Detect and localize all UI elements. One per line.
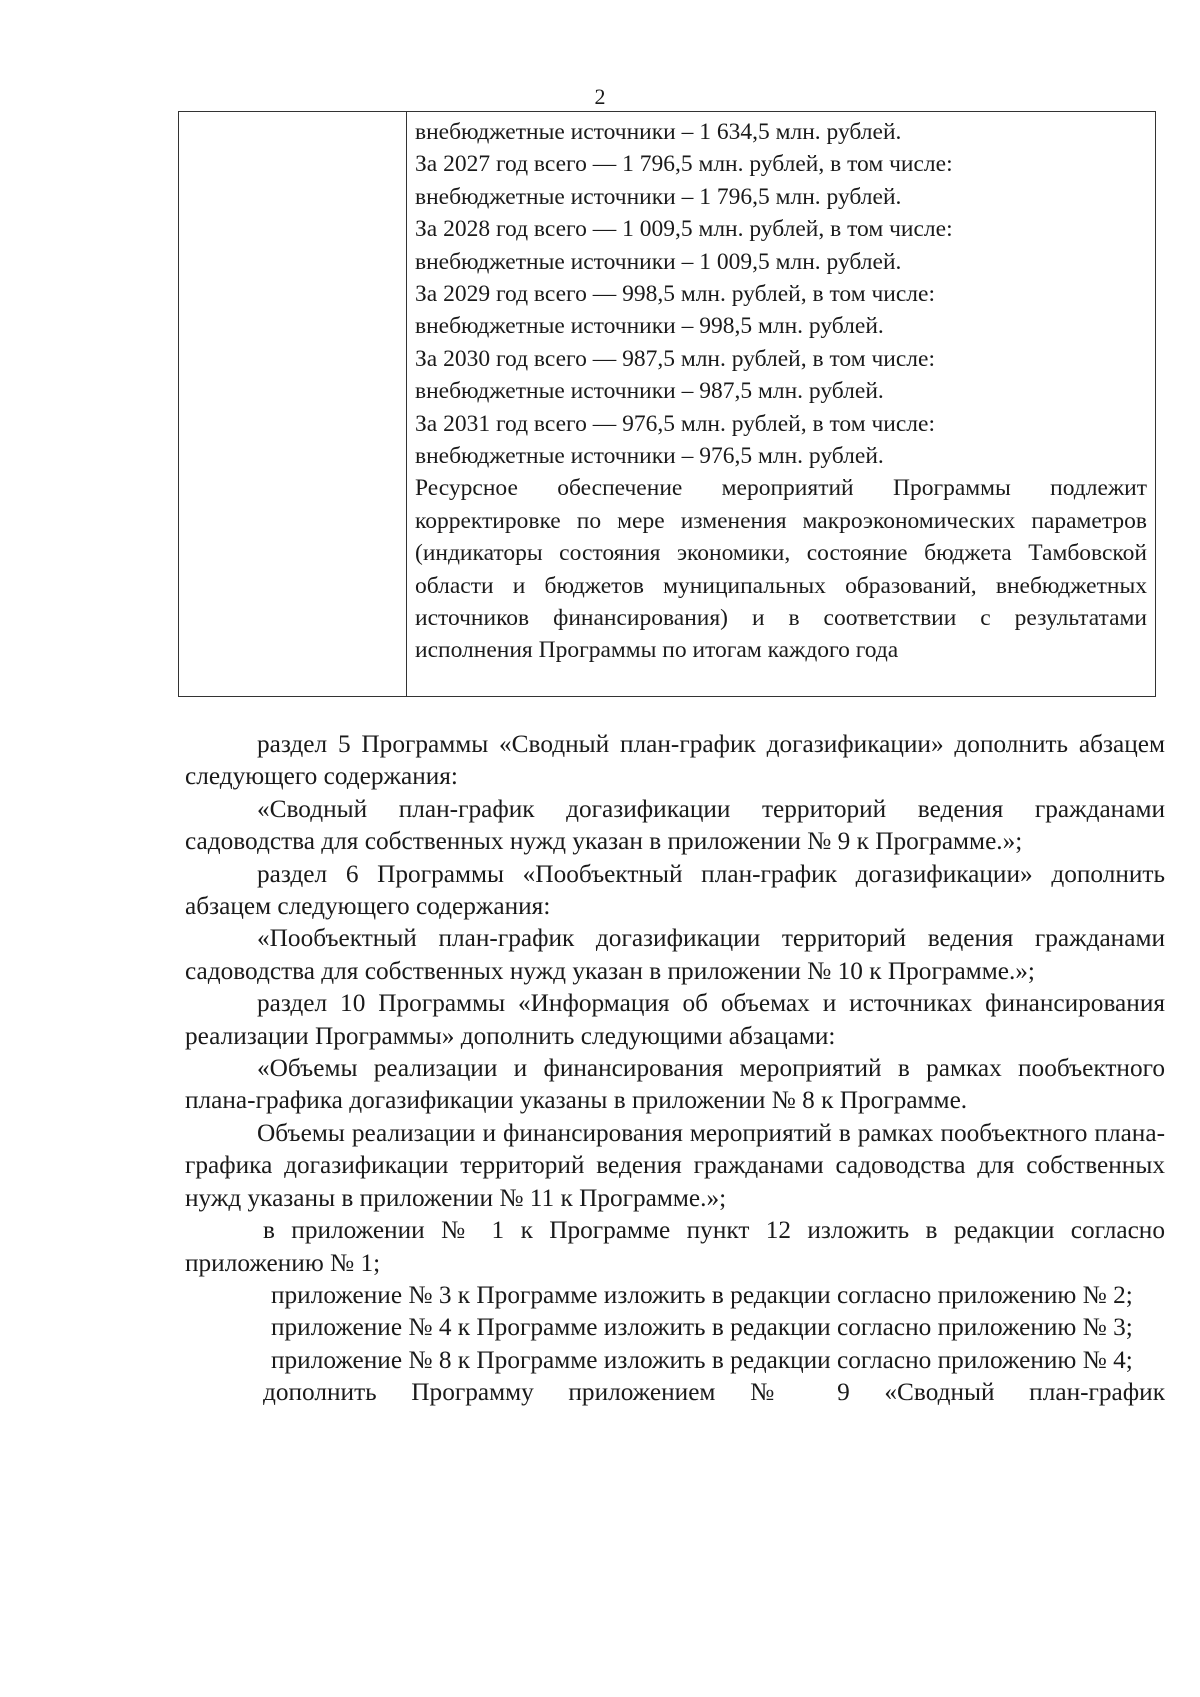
paragraph: «Пообъектный план-график догазификации территорий ведения гражданами садоводства для собственных нужд указан в приложении № 10 к Программе.»;: [185, 924, 1165, 985]
paragraph: Объемы реализации и финансирования мероприятий в рамках пообъектного плана-графика догазификации территорий ведения гражданами садоводства для собственных нужд указаны в приложении № 11 к Программе.»;: [185, 1118, 1165, 1212]
table-line: За 2029 год всего — 998,5 млн. рублей, в том числе:: [415, 280, 935, 307]
paragraph: раздел 10 Программы «Информация об объемах и источниках финансирования реализации Программы» дополнить следующими абзацами:: [185, 989, 1165, 1050]
table-line: За 2030 год всего — 987,5 млн. рублей, в том числе:: [415, 345, 935, 372]
table-line: внебюджетные источники – 1 009,5 млн. рублей.: [415, 248, 902, 275]
table-line: За 2028 год всего — 1 009,5 млн. рублей, в том числе:: [415, 216, 953, 243]
table-line: внебюджетные источники – 1 796,5 млн. рублей.: [415, 183, 902, 210]
paragraph: в приложении № 1 к Программе пункт 12 изложить в редакции согласно приложению № 1;: [185, 1216, 1165, 1277]
paragraph: приложение № 8 к Программе изложить в редакции согласно приложению № 4;: [271, 1345, 1133, 1374]
paragraph: «Сводный план-график догазификации территорий ведения гражданами садоводства для собственных нужд указан в приложении № 9 к Программе.»;: [185, 794, 1165, 856]
page-number: 2: [594, 84, 606, 109]
table-left-cell: [179, 112, 407, 696]
financing-table: [178, 111, 1156, 697]
table-line: внебюджетные источники – 976,5 млн. рублей.: [415, 442, 884, 469]
resource-paragraph: Ресурсное обеспечение мероприятий Программы подлежит корректировке по мере изменения макроэкономических параметров (индикаторы состояния экономики, состояние бюджета Тамбовской области и бюджетов муниципальных образований, внебюджетных источников финансирования) и в соответствии с результатами исполнения Программы по итогам каждого года: [415, 475, 1147, 664]
document-body: [185, 728, 1165, 1409]
table-right-cell: [415, 116, 1147, 667]
paragraph: приложение № 4 к Программе изложить в редакции согласно приложению № 3;: [271, 1313, 1133, 1342]
paragraph: «Объемы реализации и финансирования мероприятий в рамках пообъектного плана-графика догазификации указаны в приложении № 8 к Программе.: [185, 1054, 1165, 1115]
table-line: внебюджетные источники – 1 634,5 млн. рублей.: [415, 119, 902, 145]
paragraph: раздел 5 Программы «Сводный план-график догазификации» дополнить абзацем следующего содержания:: [185, 730, 1165, 791]
table-line: За 2027 год всего — 1 796,5 млн. рублей, в том числе:: [415, 151, 953, 178]
table-line: внебюджетные источники – 998,5 млн. рублей.: [415, 313, 884, 340]
paragraph: раздел 6 Программы «Пообъектный план-график догазификации» дополнить абзацем следующего содержания:: [185, 859, 1165, 921]
table-line: внебюджетные источники – 987,5 млн. рублей.: [415, 378, 884, 405]
table-line: За 2031 год всего — 976,5 млн. рублей, в том числе:: [415, 410, 935, 437]
paragraph: дополнить Программу приложением № 9 «Сводный план-график: [263, 1378, 1165, 1407]
paragraph: приложение № 3 к Программе изложить в редакции согласно приложению № 2;: [271, 1280, 1133, 1309]
